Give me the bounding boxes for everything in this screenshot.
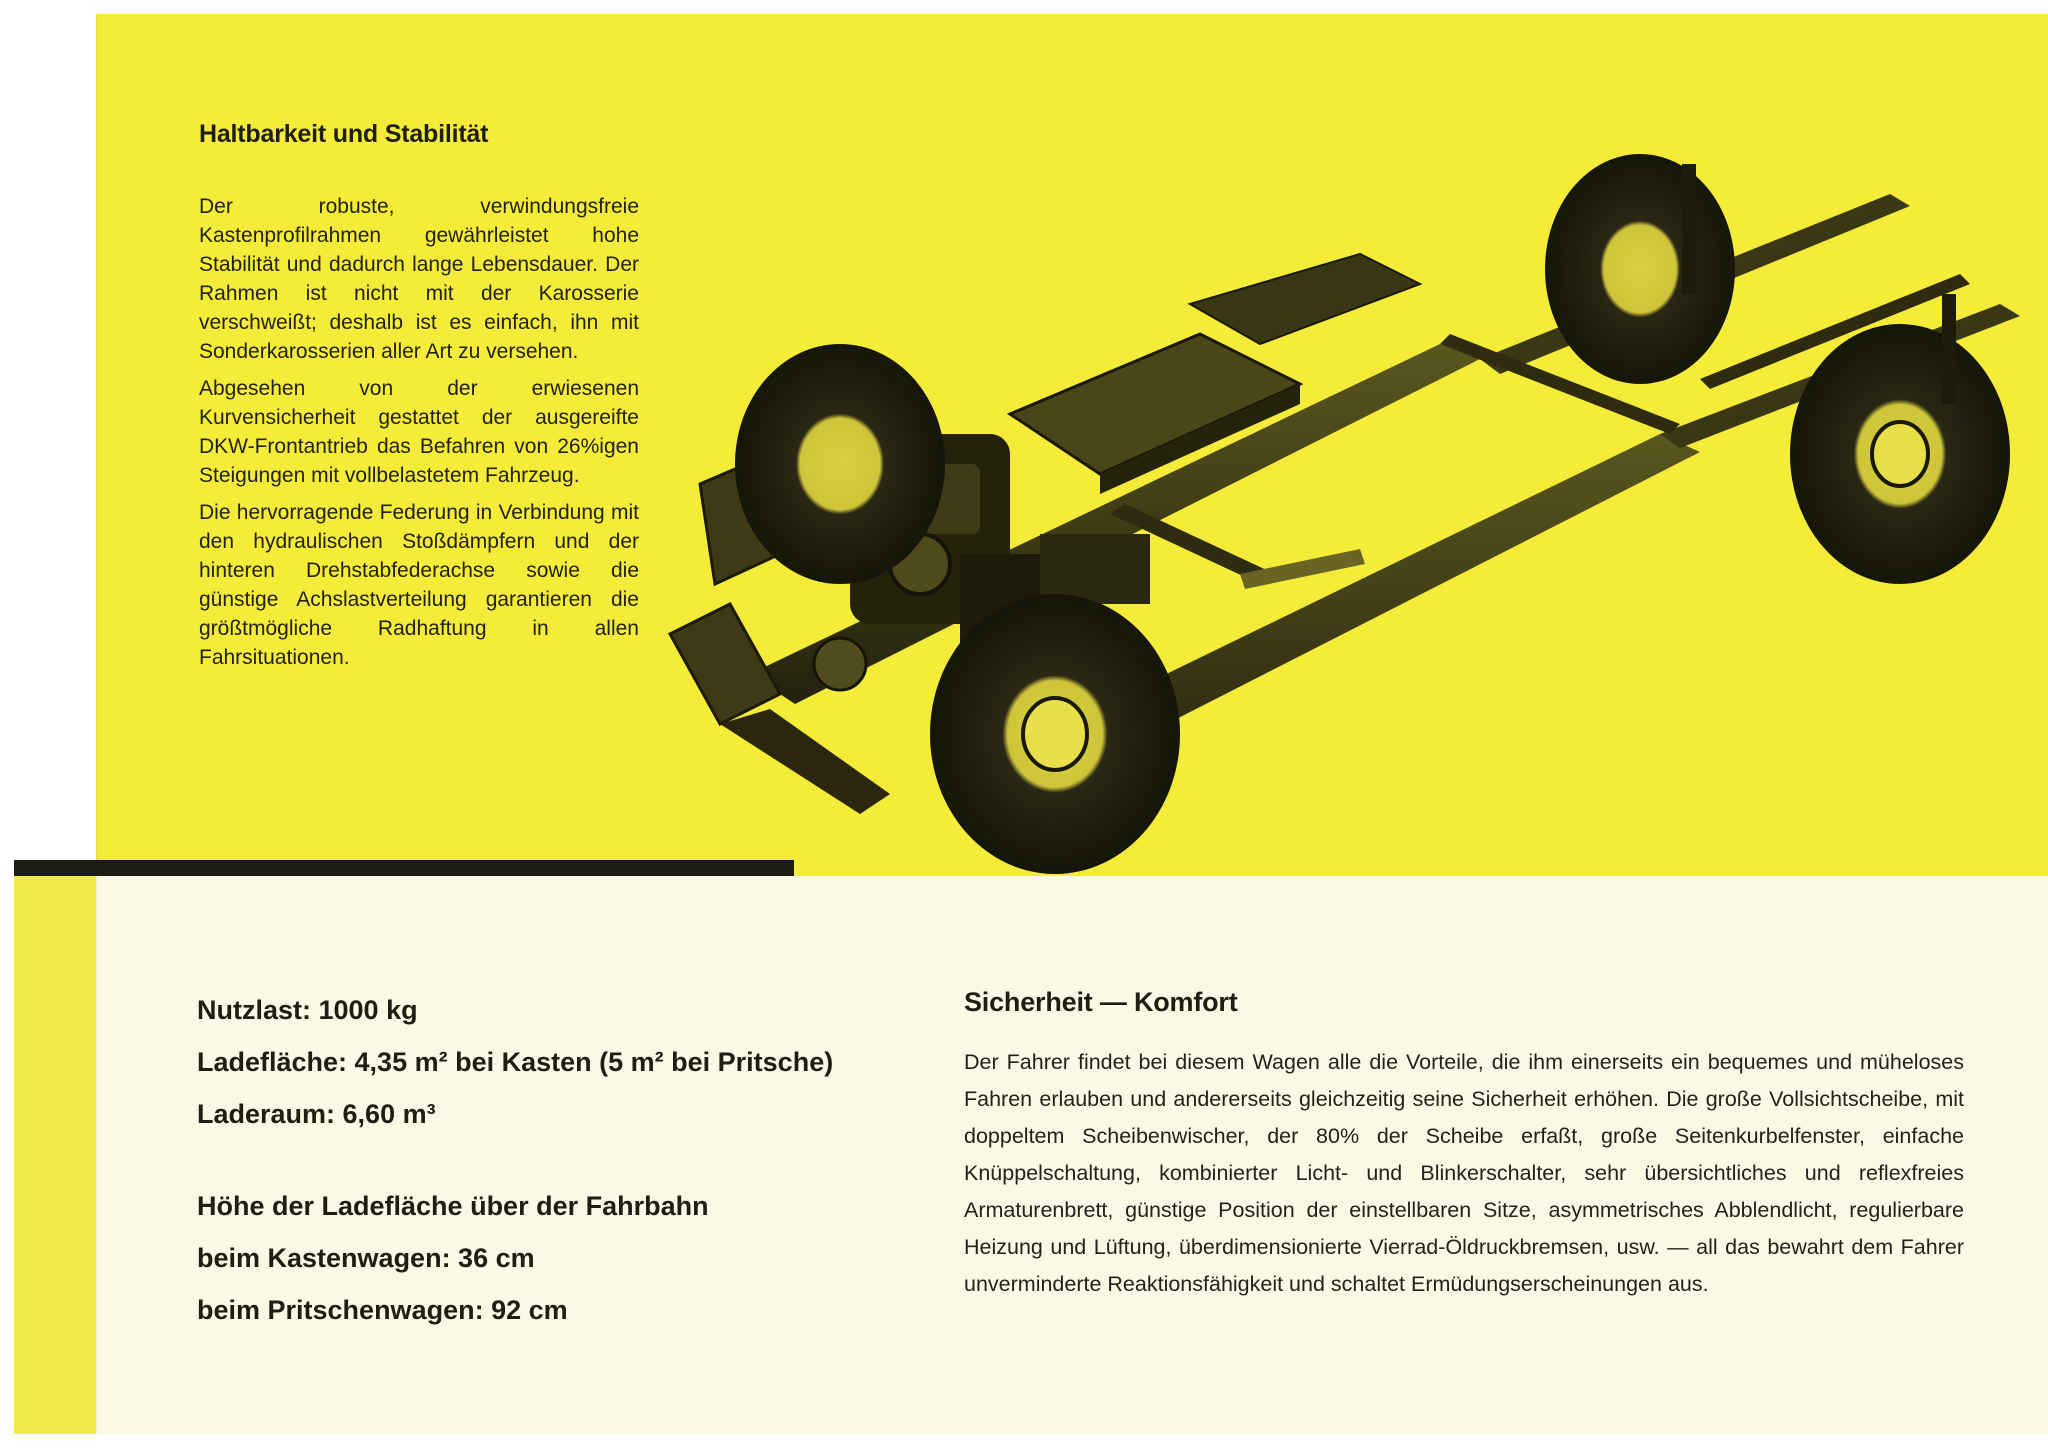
safety-text: Der Fahrer findet bei diesem Wagen alle die Vorteile, die ihm einerseits ein bequemes und müheloses Fahren erlauben und andererseits gleichzeitig seine Sicherheit erhöhen. Die große Vollsichtscheibe, mit doppeltem Scheibenwischer, der 80% der Scheibe erfaßt, große Seitenkurbelfenster, einfache Knüppelschaltung, kombinierter Licht- und Blinkerschalter, sehr übersichtliches und reflexfreies Armaturenbrett, günstige Position der einstellbaren Sitze, asymmetrisches Abblendlicht, regulierbare Heizung und Lüftung, überdimensionierte Vierrad-Öldruckbremsen, usw. — all das bewahrt dem Fahrer unverminderte Reaktionsfähigkeit und schaltet Ermüdungserscheinungen aus. bbox=[964, 1050, 1964, 1296]
rear-right-wheel bbox=[1790, 324, 2010, 584]
durability-title: Haltbarkeit und Stabilität bbox=[199, 120, 489, 148]
brochure-page bbox=[0, 14, 2048, 1434]
durability-paragraph-2: Abgesehen von der erwiesenen Kurvensicherheit gestattet der ausgereifte DKW-Frontantrieb das Befahren von 26%igen Steigungen mit vollbelastetem Fahrzeug. bbox=[199, 377, 639, 487]
rear-left-wheel bbox=[1545, 154, 1735, 384]
spec-payload: Nutzlast: 1000 kg bbox=[197, 995, 418, 1025]
front-left-wheel bbox=[735, 344, 945, 584]
durability-text bbox=[199, 192, 639, 680]
shock-absorber bbox=[1682, 164, 1696, 294]
spec-load-space: Laderaum: 6,60 m³ bbox=[197, 1099, 436, 1129]
spec-box-van: beim Kastenwagen: 36 cm bbox=[197, 1243, 535, 1273]
fold-line bbox=[96, 14, 97, 1434]
spec-load-area: Ladefläche: 4,35 m² bei Kasten (5 m² bei Pritsche) bbox=[197, 1047, 834, 1077]
shock-absorber bbox=[1942, 294, 1956, 404]
spec-flatbed: beim Pritschenwagen: 92 cm bbox=[197, 1295, 568, 1325]
safety-title: Sicherheit — Komfort bbox=[964, 987, 1238, 1017]
front-right-wheel bbox=[930, 594, 1180, 874]
durability-paragraph-3: Die hervorragende Federung in Verbindung mit den hydraulischen Stoßdämpfern und der hinteren Drehstabfederachse sowie die günstige Achslastverteilung garantieren die größtmögliche Radhaftung in allen Fahrsituationen. bbox=[199, 501, 639, 669]
spec-height-title: Höhe der Ladefläche über der Fahrbahn bbox=[197, 1191, 709, 1221]
chassis-illustration bbox=[660, 134, 2048, 894]
left-yellow-strip bbox=[14, 876, 96, 1434]
specifications bbox=[197, 984, 917, 1336]
durability-paragraph-1: Der robuste, verwindungsfreie Kastenprofilrahmen gewährleistet hohe Stabilität und dadurch lange Lebensdauer. Der Rahmen ist nicht mit der Karosserie verschweißt; deshalb ist es einfach, ihn mit Sonderkarosserien aller Art zu versehen. bbox=[199, 195, 639, 363]
